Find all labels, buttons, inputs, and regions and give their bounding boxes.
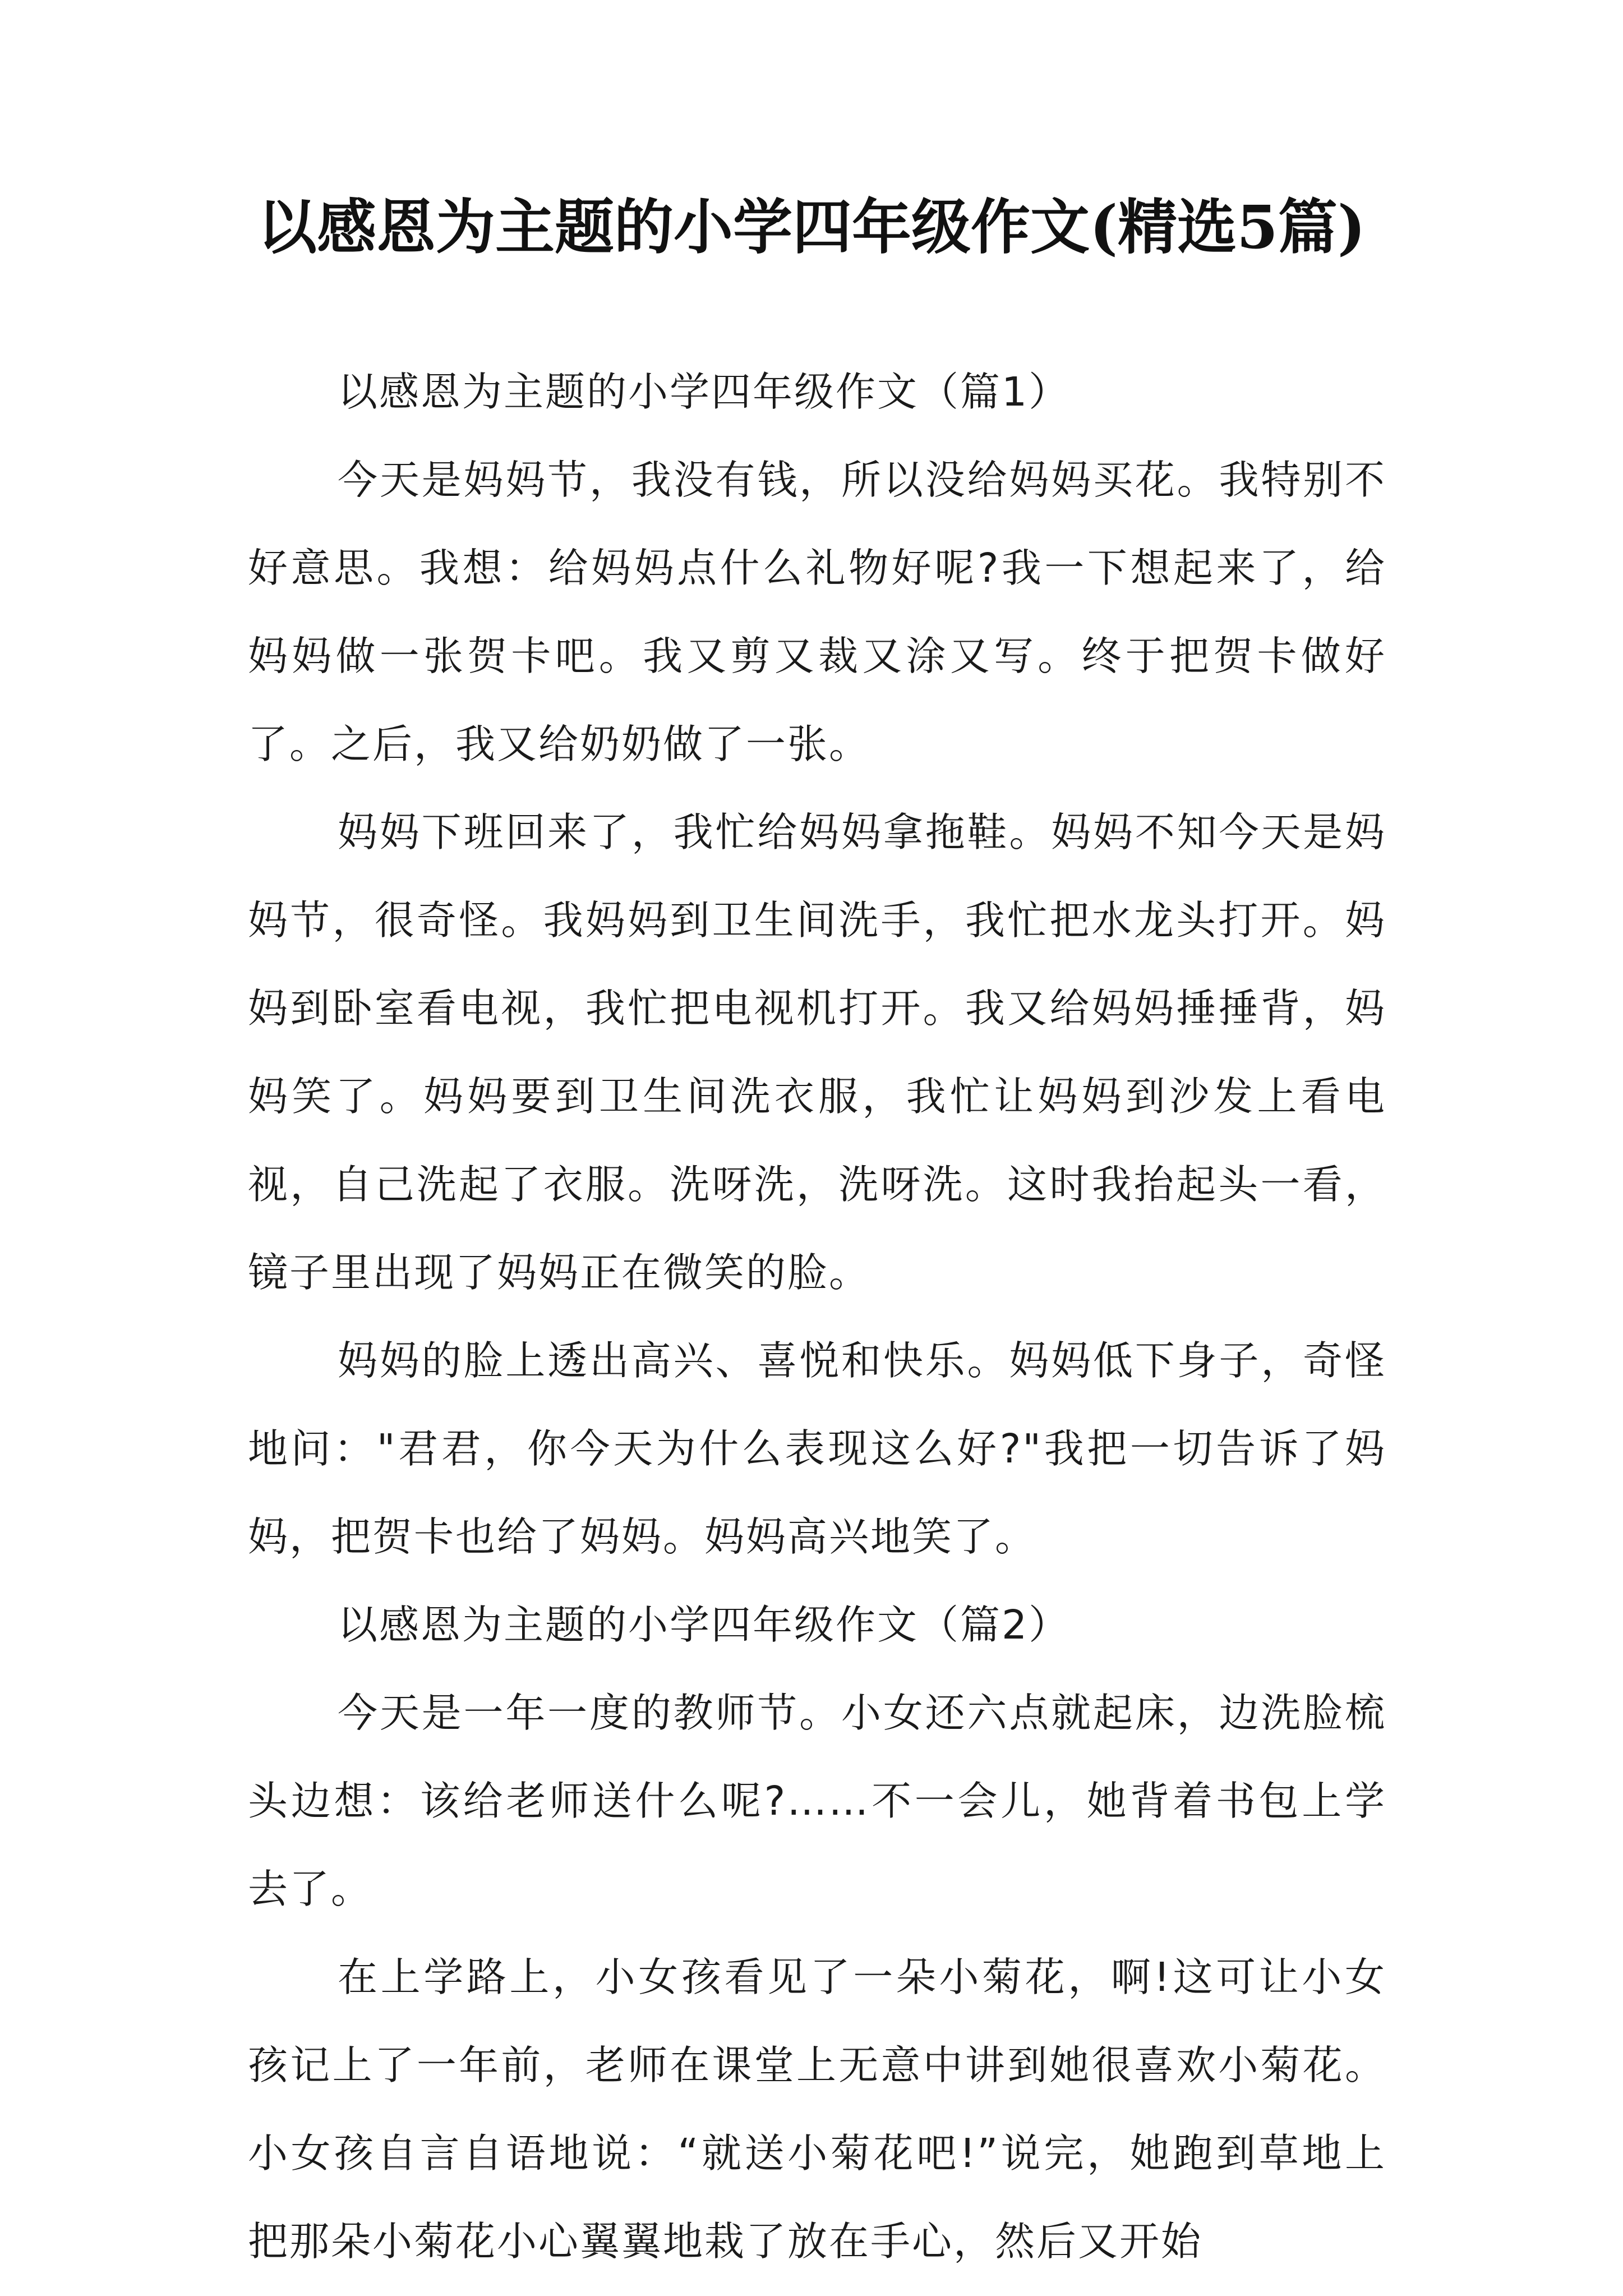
paragraph: 妈妈下班回来了，我忙给妈妈拿拖鞋。妈妈不知今天是妈妈节，很奇怪。我妈妈到卫生间洗手，我忙把水龙头打开。妈妈到卧室看电视，我忙把电视机打开。我又给妈妈捶捶背，妈妈笑了。妈妈要到卫生间洗衣服，我忙让妈妈到沙发上看电视，自己洗起了衣服。洗呀洗，洗呀洗。这时我抬起头一看，镜子里出现了妈妈正在微笑的脸。 bbox=[248, 809, 1386, 1296]
document-body bbox=[248, 348, 1386, 2285]
paragraph: 在上学路上，小女孩看见了一朵小菊花，啊!这可让小女孩记上了一年前，老师在课堂上无意中讲到她很喜欢小菊花。小女孩自言自语地说：“就送小菊花吧!”说完，她跑到草地上把那朵小菊花小心翼翼地栽了放在手心，然后又开始 bbox=[248, 1954, 1386, 2265]
paragraph: 妈妈的脸上透出高兴、喜悦和快乐。妈妈低下身子，奇怪地问："君君，你今天为什么表现这么好?"我把一切告诉了妈妈，把贺卡也给了妈妈。妈妈高兴地笑了。 bbox=[248, 1337, 1386, 1560]
document-title: 以感恩为主题的小学四年级作文(精选5篇) bbox=[257, 192, 1366, 262]
section-heading-1: 以感恩为主题的小学四年级作文（篇1） bbox=[338, 369, 1071, 415]
paragraph: 今天是妈妈节，我没有钱，所以没给妈妈买花。我特别不好意思。我想：给妈妈点什么礼物好呢?我一下想起来了，给妈妈做一张贺卡吧。我又剪又裁又涂又写。终于把贺卡做好了。之后，我又给奶奶做了一张。 bbox=[248, 457, 1386, 767]
paragraph: 今天是一年一度的教师节。小女还六点就起床，边洗脸梳头边想：该给老师送什么呢?……不一会儿，她背着书包上学去了。 bbox=[248, 1690, 1386, 1912]
section-heading-2: 以感恩为主题的小学四年级作文（篇2） bbox=[338, 1602, 1071, 1648]
